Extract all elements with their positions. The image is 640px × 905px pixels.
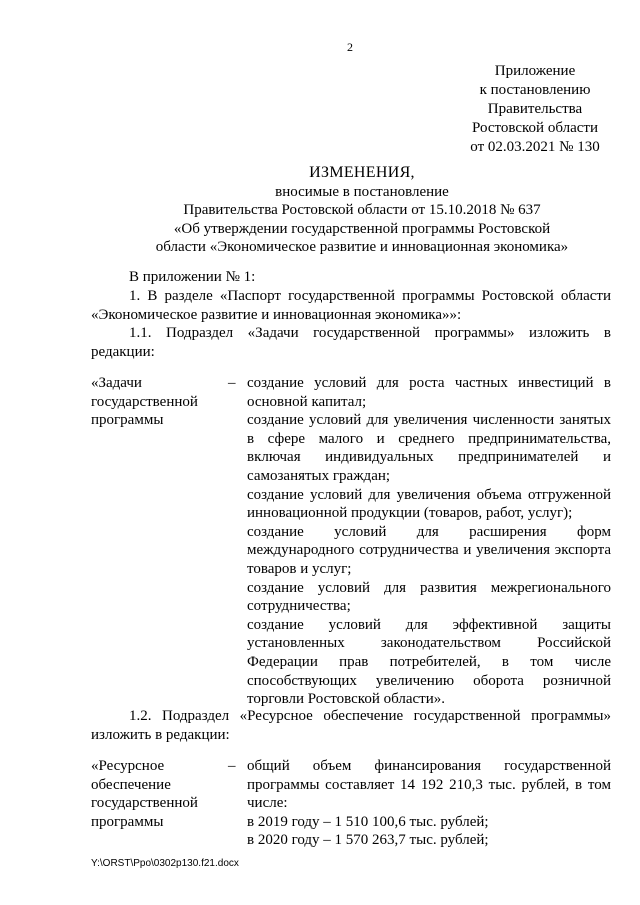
item-1-2-paragraph: 1.2. Подраздел «Ресурсное обеспечение государственной программы» изложить в редакции:: [91, 708, 611, 743]
tasks-label: «Задачи государственной программы: [91, 375, 198, 429]
tasks-list: [247, 374, 611, 709]
title-line: Правительства Ростовской области от 15.10.2018 № 637: [183, 202, 541, 218]
task-item: создание условий для увеличения объема отгруженной инновационной продукции (товаров, работ, услуг);: [247, 486, 611, 522]
appendix-line: к постановлению: [479, 82, 591, 98]
task-item: создание условий для роста частных инвестиций в основной капитал;: [247, 375, 611, 410]
appendix-line: Ростовской области: [472, 120, 598, 136]
appendix-line: от 02.03.2021 № 130: [470, 139, 600, 155]
title-heading: ИЗМЕНЕНИЯ,: [309, 164, 415, 181]
resources-dash: –: [228, 758, 236, 774]
resource-item: в 2020 году – 1 570 263,7 тыс. рублей;: [247, 832, 489, 849]
appendix-block: [420, 62, 640, 157]
item-1-paragraph: 1. В разделе «Паспорт государственной программы Ростовской области «Экономическое развитие и инновационная экономика»»:: [91, 288, 611, 323]
task-item: создание условий для увеличения численности занятых в сфере малого и среднего предпринимательства, включая индивидуальных предпринимателей и самозанятых граждан;: [247, 412, 611, 484]
appendix-line: Приложение: [494, 63, 576, 79]
title-line: вносимые в постановление: [275, 183, 449, 200]
item-1-1-paragraph: 1.1. Подраздел «Задачи государственной программы» изложить в редакции:: [91, 325, 611, 360]
file-path-footer: Y:\ORST\Ppo\0302p130.f21.docx: [91, 858, 239, 869]
page-number: 2: [347, 40, 353, 54]
task-item: создание условий для расширения форм международного сотрудничества и увеличения экспорта товаров и услуг;: [247, 523, 611, 577]
resource-item: в 2019 году – 1 510 100,6 тыс. рублей;: [247, 813, 489, 830]
appendix-line: Правительства: [487, 101, 583, 117]
resource-item: общий объем финансирования государственной программы составляет 14 192 210,3 тыс. рублей, в том числе:: [247, 758, 611, 812]
title-line: «Об утверждении государственной программы Ростовской: [173, 220, 551, 237]
resources-label: «Ресурсное обеспечение государственной программы: [91, 758, 198, 830]
task-item: создание условий для развития межрегионального сотрудничества;: [247, 579, 611, 615]
document-title: [62, 164, 640, 257]
title-line: области «Экономическое развитие и инновационная экономика»: [155, 239, 569, 255]
resources-list: [247, 757, 611, 850]
intro-paragraph: В приложении № 1:: [129, 269, 256, 285]
task-item: создание условий для эффективной защиты установленных законодательством Российской Федерации прав потребителей, в том числе способствующих увеличению оборота розничной торговли Ростовской области».: [247, 616, 611, 708]
tasks-dash: –: [228, 375, 236, 391]
